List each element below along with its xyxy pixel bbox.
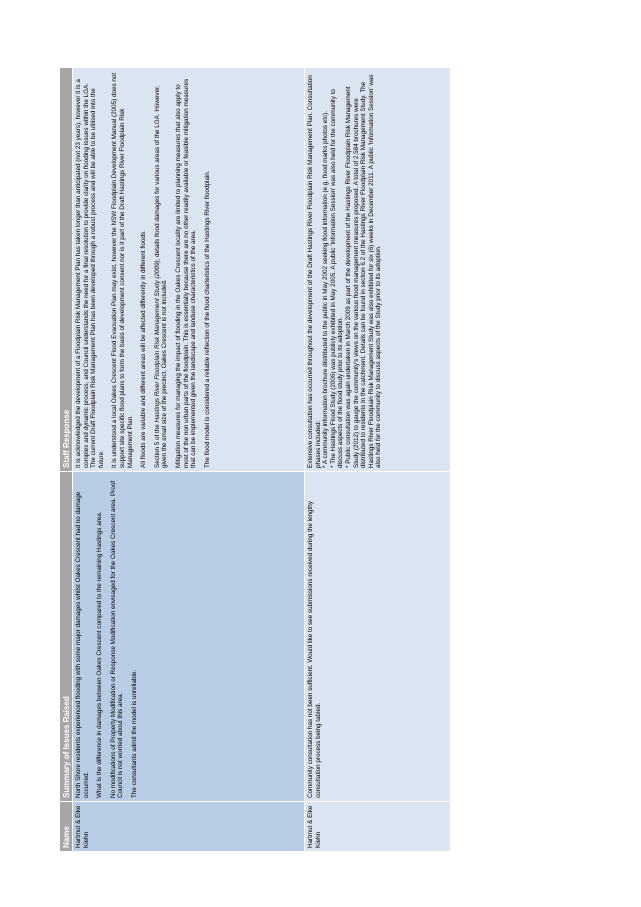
response-text-part: , details flood damages for various areas of the LGA. However, given the small size of the precinct, Oakes Crescent is not included. [153, 85, 169, 468]
submissions-table [59, 67, 451, 852]
bullet-text: * Public consultation was again undertaken in March 2009 as part of the development of the Hastings River Floodplain Risk Management Study (2012) to gauge the community's views on the various flood management measures proposed. A total of 2,584 brochures were distributed to residents in the catchment. Details can be found in section 6.2 of the Hastings River Floodplain Risk Management Study. The Hastings River Floodplain Risk Management Study was also exhibited for six (6) weeks in December 2011. A public 'Information Session' was also held for the community to discuss aspects of the Study prior to its adoption. [344, 74, 383, 468]
rotated-page [59, 68, 449, 852]
issue-text: What is the difference in damages between Oakes Crescent compared to the remaining Hastings area. [96, 511, 104, 798]
table-header-row [60, 68, 73, 852]
response-cell [73, 68, 305, 472]
response-text: All floods are variable and different areas will be affected differently in different floods. [140, 230, 148, 468]
study-title: Hastings River Floodplain Risk Management Study (2009) [153, 260, 161, 423]
issue-text: The consultants admit the model is unreliable. [130, 669, 138, 798]
response-text: Extensive consultation has occurred throughout the development of the Draft Hastings River Floodplain Risk Management Plan. Consultation phases included: [307, 75, 322, 468]
issue-text: Community consultation has not been sufficient. Would like to see submissions received during the lengthy consultation process being tabled. [307, 501, 322, 798]
issue-text: North Shore residents experienced flooding with some major damages whilst Oakes Crescent had no damage occurred. [75, 491, 90, 798]
header-issues: Summary of Issues Raised [60, 472, 73, 802]
response-text: Mitigation measures for managing the impact of flooding in the Oakes Crescent locality are limited to planning measures that also apply to most of the non urban parts of the floodplain. This is essentially because there are no other readily available or feasible mitigation measures that can be implemented given the landscape and landuse characteristics of the area. [174, 78, 198, 468]
submitter-name: Hartmut & Elke Kiehn [73, 802, 305, 852]
bullet-text: * The Hastings Flood Study (2006) was publicly exhibited in May 2005. A public 'Information Session' was also held for the community to discuss aspects of the flood study prior to its adoption. [329, 89, 345, 468]
header-name: Name [60, 802, 73, 852]
response-text-part: Section 5 of the [153, 422, 161, 468]
submitter-name: Hartmut & Elke Kiehn [305, 802, 451, 852]
response-text: It is acknowledged the development of a Floodplain Risk Management Plan has taken longer than anticipated (not 23 years), however it is a complex and dynamic process, and Council understands the need for a final resolution to provide clarity on flooding issues within the LGA. The current Draft Floodplain Risk Management Plan has been developed through a robust process and will be able to be utilised into the future. [75, 79, 105, 468]
table-row [73, 68, 305, 852]
issues-cell [305, 472, 451, 802]
issues-cell [73, 472, 305, 802]
table-row [305, 68, 451, 852]
response-text [154, 71, 169, 468]
issue-text: No modifications of Property Modification or Response Modification envisaged for the Oakes Crescent area. Proof Council is not worried about this area. [109, 480, 125, 798]
bullet-text: * A community information brochure distributed to the public in May 2002 seeking flood information (e.g. flood marks photos etc). [322, 110, 330, 468]
response-text: The flood model is considered a reliable reflection of the flood charteristics of the Hastings River floodplain. [203, 170, 211, 468]
response-text: It is understood a local Oakes Crescent Flood Evacuation Plan may exist, however the NSW Floodplain Development Manual (2005) does not support site specific flood plans to form the basis of development consent nor is it part of the Draft Hastings River Floodplain Risk Management Plan. [111, 72, 134, 468]
response-cell [305, 68, 451, 472]
header-response: Staff Response [60, 68, 73, 472]
